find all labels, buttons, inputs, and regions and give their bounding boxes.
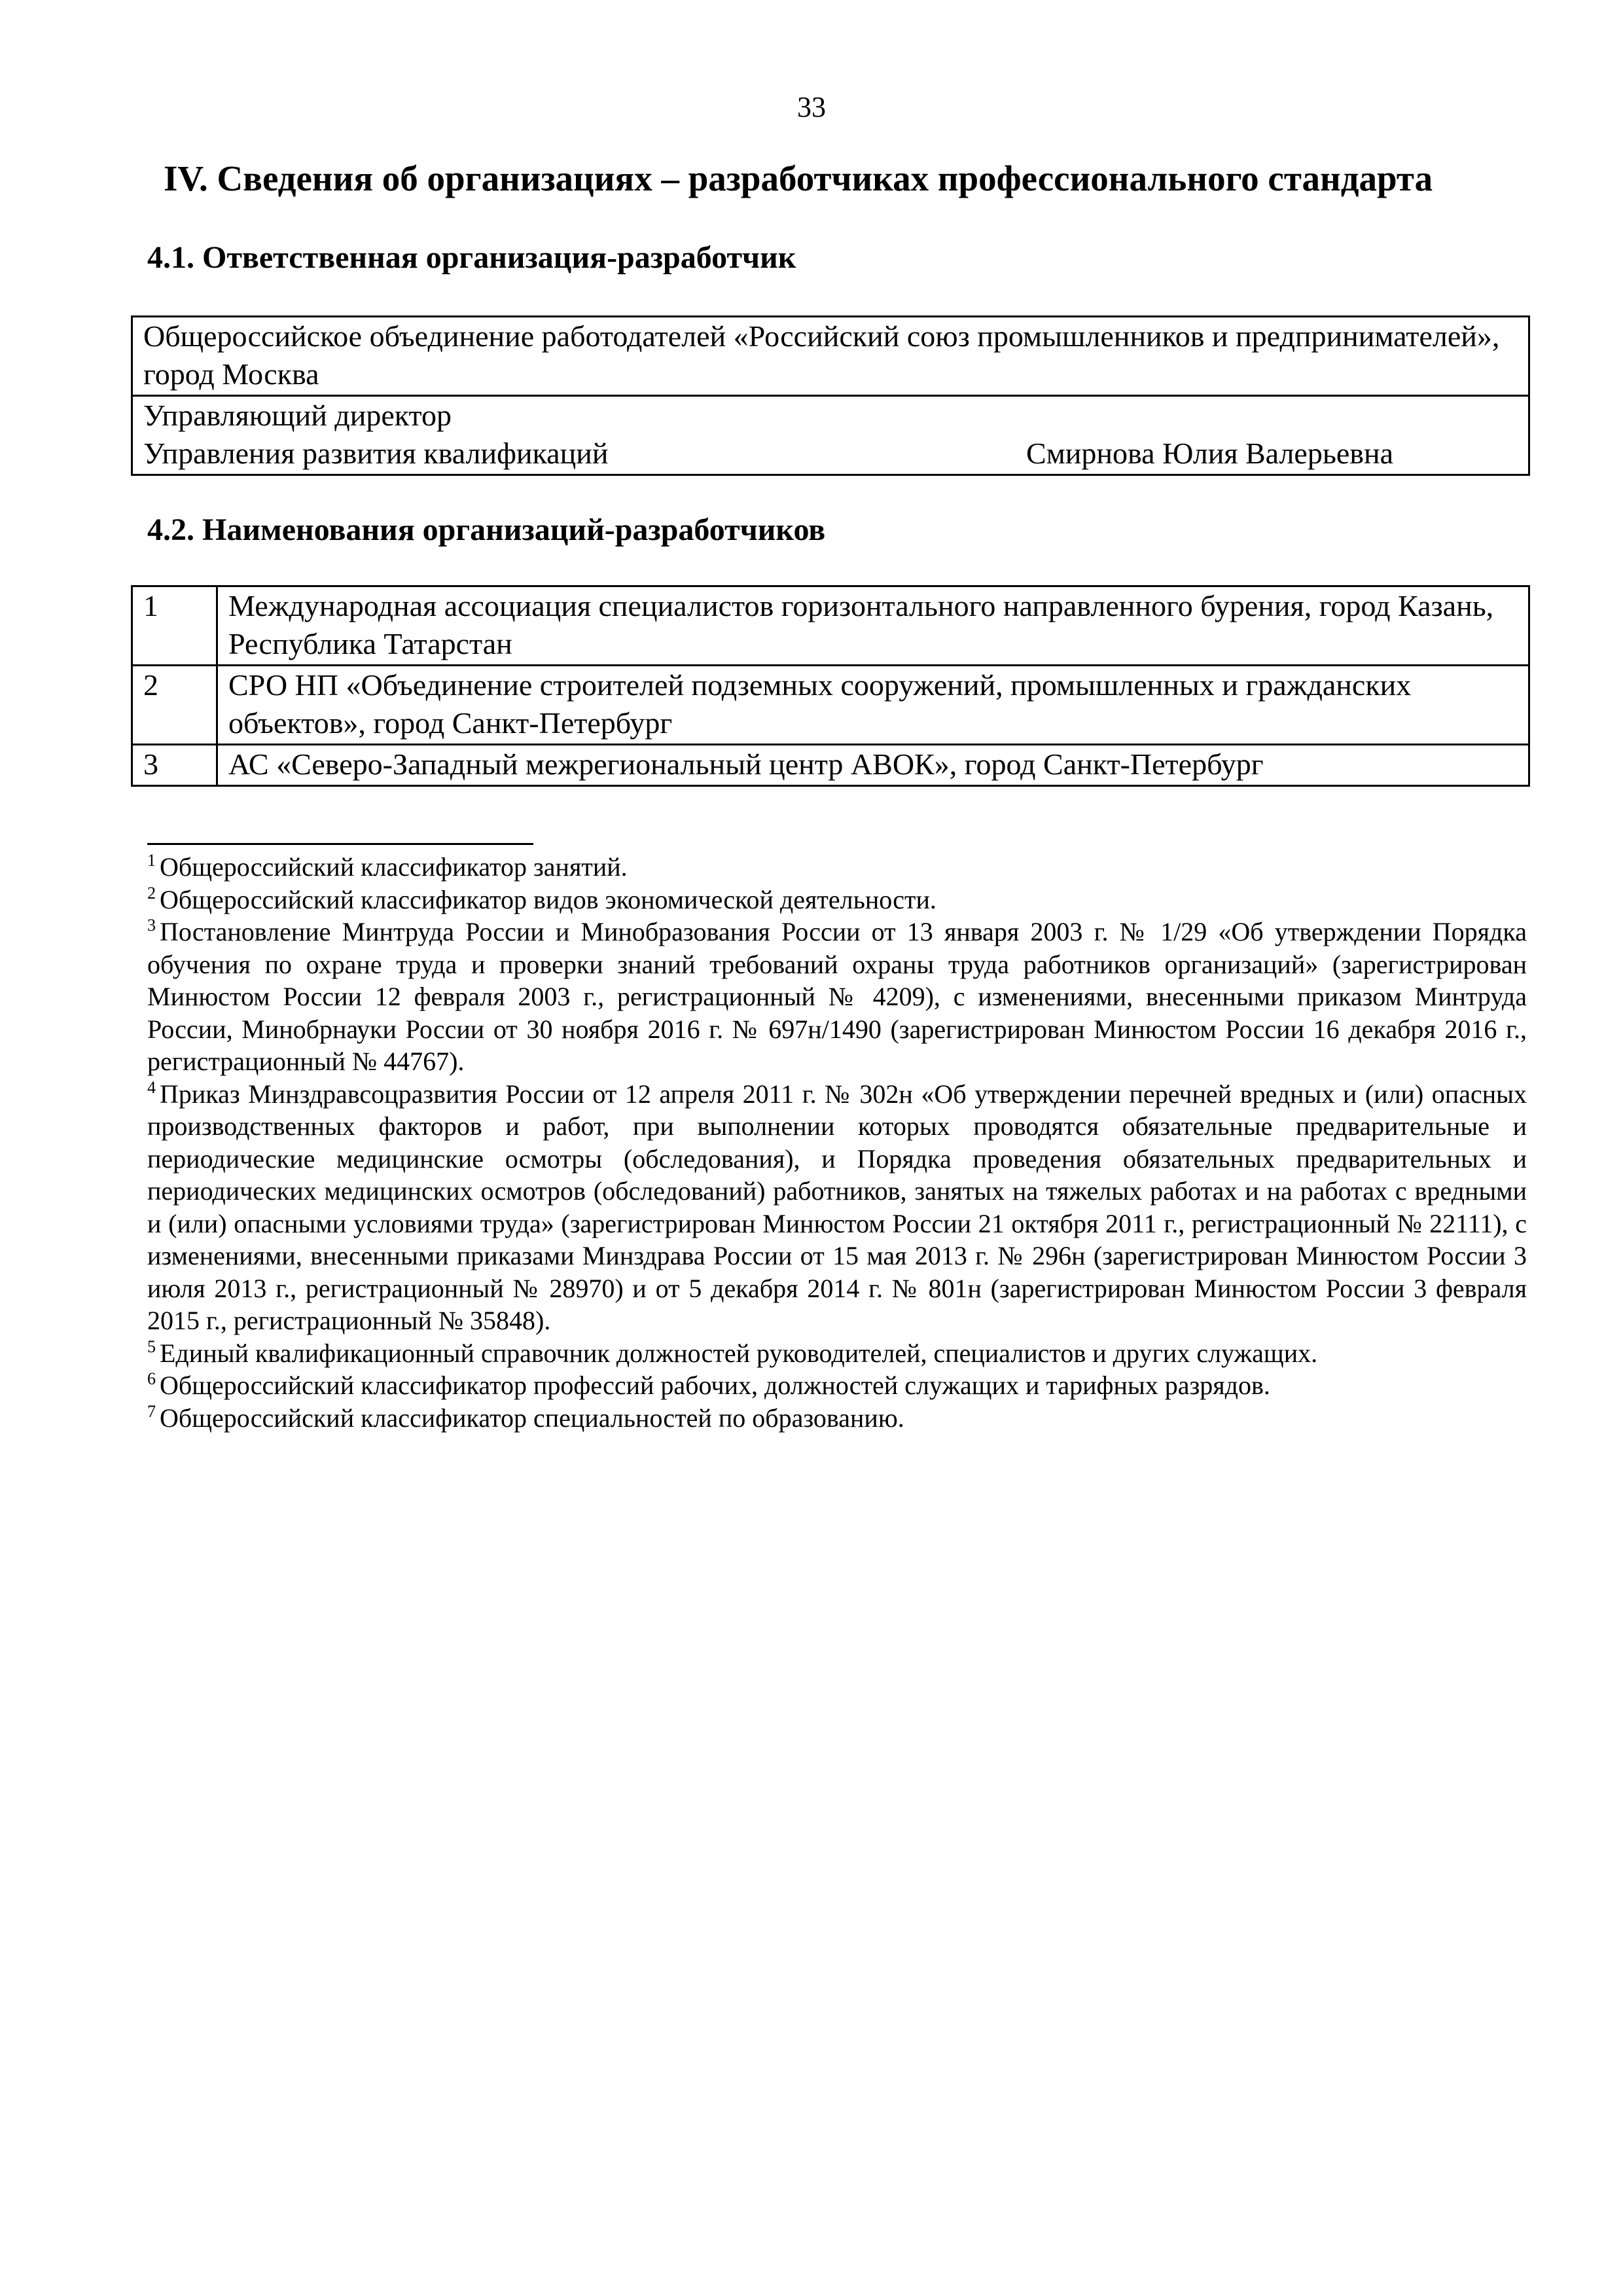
footnote-6 (147, 1369, 1527, 1402)
developer-orgs-heading: 4.2. Наименования организаций-разработчиков (147, 512, 826, 547)
org-name: АС «Северо-Западный межрегиональный центр АВОК», город Санкт-Петербург (217, 745, 1529, 786)
footnote-7 (147, 1402, 1527, 1435)
row-number: 1 (132, 586, 217, 666)
signer-name: Смирнова Юлия Валерьевна (1026, 437, 1393, 470)
footnote-text: Общероссийский классификатор видов экономической деятельности. (160, 884, 936, 914)
signer-row (143, 435, 1518, 473)
responsible-org-table (131, 315, 1530, 476)
footnote-mark: 5 (147, 1336, 156, 1356)
position-line-2: Управления развития квалификаций (143, 437, 609, 470)
footnote-mark: 7 (147, 1401, 156, 1421)
page-number: 33 (797, 91, 826, 123)
table-row (132, 396, 1529, 475)
footnote-separator (147, 843, 533, 845)
section-title: IV. Сведения об организациях – разработчиках профессионального стандарта (164, 158, 1433, 198)
position-line-1: Управляющий директор (143, 399, 452, 432)
footnote-4 (147, 1078, 1527, 1337)
footnote-mark: 1 (147, 851, 156, 870)
footnote-text: Постановление Минтруда России и Минобразования России от 13 января 2003 г. № 1/29 «Об утверждении Порядка обучения по охране труда и проверки знаний требований охраны труда работников организаций» (зарегистрирован Минюстом России 12 февраля 2003 г., регистрационный № 4209), с изменениями, внесенными приказом Минтруда России, Минобрнауки России от 30 ноября 2016 г. № 697н/1490 (зарегистрирован Минюстом России 16 декабря 2016 г., регистрационный № 44767). (147, 917, 1527, 1076)
footnote-3 (147, 916, 1527, 1078)
responsible-org-heading: 4.1. Ответственная организация-разработчик (147, 240, 796, 275)
table-row (132, 586, 1529, 666)
table-row (132, 666, 1529, 745)
footnote-text: Единый квалификационный справочник должностей руководителей, специалистов и других служащих. (160, 1338, 1318, 1368)
footnote-text: Общероссийский классификатор профессий рабочих, должностей служащих и тарифных разрядов. (160, 1371, 1270, 1400)
signer-cell (132, 396, 1529, 475)
developer-orgs-table (131, 585, 1530, 787)
row-number: 2 (132, 666, 217, 745)
footnote-text: Общероссийский классификатор специальностей по образованию. (160, 1403, 904, 1433)
org-name: Международная ассоциация специалистов горизонтального направленного бурения, город Казань, Республика Татарстан (217, 586, 1529, 666)
org-name: СРО НП «Объединение строителей подземных сооружений, промышленных и гражданских объектов», город Санкт-Петербург (217, 666, 1529, 745)
footnote-mark: 3 (147, 916, 156, 935)
org-name-cell: Общероссийское объединение работодателей «Российский союз промышленников и предпринимателей», город Москва (132, 317, 1529, 396)
footnote-mark: 6 (147, 1369, 156, 1388)
footnote-mark: 4 (147, 1077, 156, 1097)
row-number: 3 (132, 745, 217, 786)
footnote-mark: 2 (147, 883, 156, 903)
table-row (132, 317, 1529, 396)
footnote-1 (147, 851, 1527, 884)
table-row (132, 745, 1529, 786)
footnote-5 (147, 1337, 1527, 1370)
footnote-text: Общероссийский классификатор занятий. (160, 852, 628, 882)
footnotes (147, 851, 1527, 1434)
footnote-2 (147, 884, 1527, 916)
footnote-text: Приказ Минздравсоцразвития России от 12 апреля 2011 г. № 302н «Об утверждении перечней вредных и (или) опасных производственных факторов и работ, при выполнении которых проводятся обязательные предварительные и периодические медицинские осмотры (обследования), и Порядка проведения обязательных предварительных и периодических медицинских осмотров (обследований) работников, занятых на тяжелых работах и на работах с вредными и (или) опасными условиями труда» (зарегистрирован Минюстом России 21 октября 2011 г., регистрационный № 22111), с изменениями, внесенными приказами Минздрава России от 15 мая 2013 г. № 296н (зарегистрирован Минюстом России 3 июля 2013 г., регистрационный № 28970) и от 5 декабря 2014 г. № 801н (зарегистрирован Минюстом России 3 февраля 2015 г., регистрационный № 35848). (147, 1079, 1527, 1335)
